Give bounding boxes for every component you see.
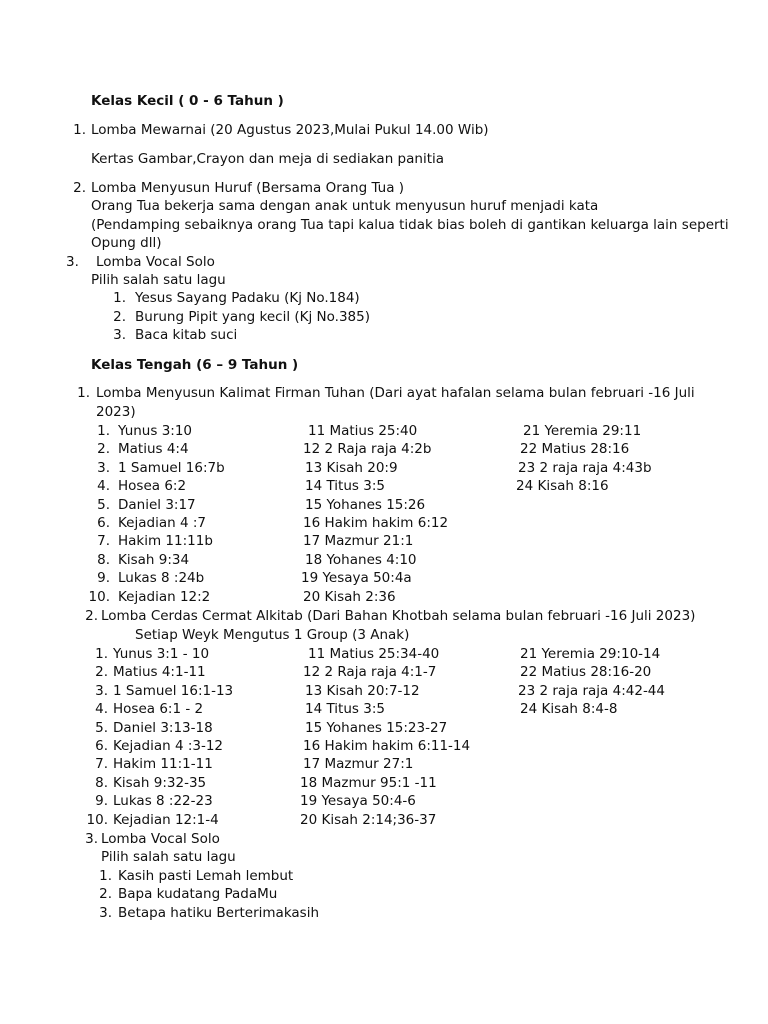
- song-title: Bapa kudatang PadaMu: [118, 886, 278, 902]
- lomba-title: Lomba Menyusun Kalimat Firman Tuhan (Dari ayat hafalan selama bulan februari -16 Juli: [96, 385, 695, 401]
- list-entry: 16 Hakim hakim 6:11-14: [303, 738, 471, 754]
- lomba-detail: Kertas Gambar,Crayon dan meja di sediakan panitia: [91, 151, 445, 167]
- lomba-title: Lomba Cerdas Cermat Alkitab (Dari Bahan Khotbah selama bulan februari -16 Juli 2023): [101, 608, 696, 624]
- list-number: 4.: [95, 701, 108, 718]
- list-entry: Kisah 9:32-35: [113, 774, 207, 791]
- list-entry: Yunus 3:10: [118, 423, 193, 439]
- list-entry: Kisah 9:34: [118, 551, 190, 568]
- list-number: 6.: [95, 738, 108, 754]
- list-entry: Hakim 11:11b: [118, 533, 213, 550]
- song-number: 3.: [113, 327, 126, 343]
- list-entry: 12 2 Raja raja 4:1-7: [303, 664, 437, 681]
- list-number: 7.: [95, 756, 108, 773]
- lomba-detail: Orang Tua bekerja sama dengan anak untuk menyusun huruf menjadi kata: [91, 198, 599, 214]
- list-number: 3.: [66, 254, 79, 270]
- list-entry: Lukas 8 :22-23: [113, 793, 213, 810]
- list-entry: 11 Matius 25:34-40: [308, 646, 440, 662]
- song-title: Burung Pipit yang kecil (Kj No.385): [135, 309, 370, 325]
- list-entry: Kejadian 4 :7: [118, 515, 206, 531]
- list-number: 5.: [95, 719, 108, 736]
- section-heading-kelas-kecil: Kelas Kecil ( 0 - 6 Tahun ): [91, 93, 284, 109]
- list-number: 1.: [97, 423, 110, 439]
- list-entry: 13 Kisah 20:9: [305, 459, 398, 476]
- list-number: 2.: [97, 441, 110, 458]
- list-entry: 22 Matius 28:16: [520, 441, 630, 458]
- song-title: Baca kitab suci: [135, 327, 238, 343]
- list-entry: 20 Kisah 2:14;36-37: [300, 811, 437, 828]
- list-number: 10.: [88, 588, 110, 605]
- list-entry: 14 Titus 3:5: [305, 478, 385, 495]
- list-number: 2.: [73, 180, 86, 196]
- list-number: 10.: [86, 811, 108, 828]
- list-entry: Hosea 6:2: [118, 478, 187, 495]
- lomba-title: Lomba Vocal Solo: [101, 831, 220, 847]
- list-entry: 18 Mazmur 95:1 -11: [300, 774, 437, 791]
- list-entry: 24 Kisah 8:4-8: [520, 701, 618, 718]
- song-title: Yesus Sayang Padaku (Kj No.184): [135, 290, 360, 306]
- list-number: 1.: [77, 385, 90, 401]
- list-entry: 1 Samuel 16:1-13: [113, 682, 234, 699]
- list-entry: Kejadian 4 :3-12: [113, 738, 224, 754]
- list-entry: 16 Hakim hakim 6:12: [303, 515, 449, 531]
- list-number: 5.: [97, 496, 110, 513]
- list-number: 7.: [97, 533, 110, 550]
- list-entry: 22 Matius 28:16-20: [520, 664, 652, 681]
- list-entry: 21 Yeremia 29:11: [523, 423, 642, 439]
- section-heading-kelas-tengah: Kelas Tengah (6 – 9 Tahun ): [91, 357, 299, 373]
- lomba-detail: Pilih salah satu lagu: [101, 849, 236, 865]
- list-entry: Lukas 8 :24b: [118, 570, 205, 587]
- list-entry: 19 Yesaya 50:4-6: [300, 793, 416, 810]
- list-number: 4.: [97, 478, 110, 495]
- list-number: 8.: [97, 551, 110, 568]
- list-entry: Daniel 3:17: [118, 496, 196, 513]
- song-title: Kasih pasti Lemah lembut: [118, 868, 294, 884]
- list-number: 3.: [95, 682, 108, 699]
- lomba-subtitle: Setiap Weyk Mengutus 1 Group (3 Anak): [135, 627, 410, 643]
- list-entry: 20 Kisah 2:36: [303, 588, 396, 605]
- list-number: 3.: [97, 459, 110, 476]
- list-entry: 24 Kisah 8:16: [516, 478, 609, 495]
- song-number: 2.: [113, 309, 126, 325]
- list-number: 2.: [95, 664, 108, 681]
- lomba-title: Lomba Vocal Solo: [96, 254, 215, 270]
- lomba-detail: Opung dll): [91, 235, 162, 251]
- song-number: 1.: [113, 290, 126, 306]
- list-number: 2.: [85, 608, 98, 624]
- list-entry: 23 2 raja raja 4:43b: [518, 459, 652, 476]
- list-entry: 19 Yesaya 50:4a: [301, 570, 412, 587]
- lomba-title: Lomba Menyusun Huruf (Bersama Orang Tua ): [91, 180, 405, 196]
- list-entry: 18 Yohanes 4:10: [305, 551, 417, 568]
- list-number: 1.: [95, 646, 108, 662]
- list-entry: 15 Yohanes 15:26: [305, 496, 426, 513]
- list-entry: 13 Kisah 20:7-12: [305, 682, 420, 699]
- list-entry: 21 Yeremia 29:10-14: [520, 646, 661, 662]
- song-title: Betapa hatiku Berterimakasih: [118, 905, 320, 921]
- list-number: 9.: [97, 570, 110, 587]
- list-entry: 23 2 raja raja 4:42-44: [518, 682, 665, 699]
- list-entry: 12 2 Raja raja 4:2b: [303, 441, 432, 458]
- list-entry: 14 Titus 3:5: [305, 701, 385, 718]
- list-number: 6.: [97, 515, 110, 531]
- lomba-detail: (Pendamping sebaiknya orang Tua tapi kalua tidak bias boleh di gantikan keluarga lain seperti: [91, 217, 729, 233]
- lomba-title-continued: 2023): [96, 404, 136, 420]
- lomba-detail: Pilih salah satu lagu: [91, 272, 226, 288]
- song-number: 1.: [99, 868, 112, 884]
- list-number: 8.: [95, 774, 108, 791]
- list-entry: 1 Samuel 16:7b: [118, 459, 225, 476]
- list-entry: Yunus 3:1 - 10: [113, 646, 210, 662]
- song-number: 3.: [99, 905, 112, 921]
- list-entry: Daniel 3:13-18: [113, 719, 213, 736]
- list-entry: Kejadian 12:1-4: [113, 811, 219, 828]
- list-entry: Hosea 6:1 - 2: [113, 701, 204, 718]
- lomba-title: Lomba Mewarnai (20 Agustus 2023,Mulai Pukul 14.00 Wib): [91, 122, 489, 138]
- list-entry: 11 Matius 25:40: [308, 423, 418, 439]
- list-entry: Hakim 11:1-11: [113, 756, 213, 773]
- list-number: 3.: [85, 831, 98, 847]
- list-entry: Matius 4:1-11: [113, 664, 206, 681]
- list-entry: 17 Mazmur 21:1: [303, 533, 414, 550]
- list-entry: 15 Yohanes 15:23-27: [305, 719, 448, 736]
- list-number: 9.: [95, 793, 108, 810]
- list-entry: Kejadian 12:2: [118, 588, 211, 605]
- song-number: 2.: [99, 886, 112, 902]
- list-number: 1.: [73, 122, 86, 138]
- list-entry: 17 Mazmur 27:1: [303, 756, 414, 773]
- list-entry: Matius 4:4: [118, 441, 189, 458]
